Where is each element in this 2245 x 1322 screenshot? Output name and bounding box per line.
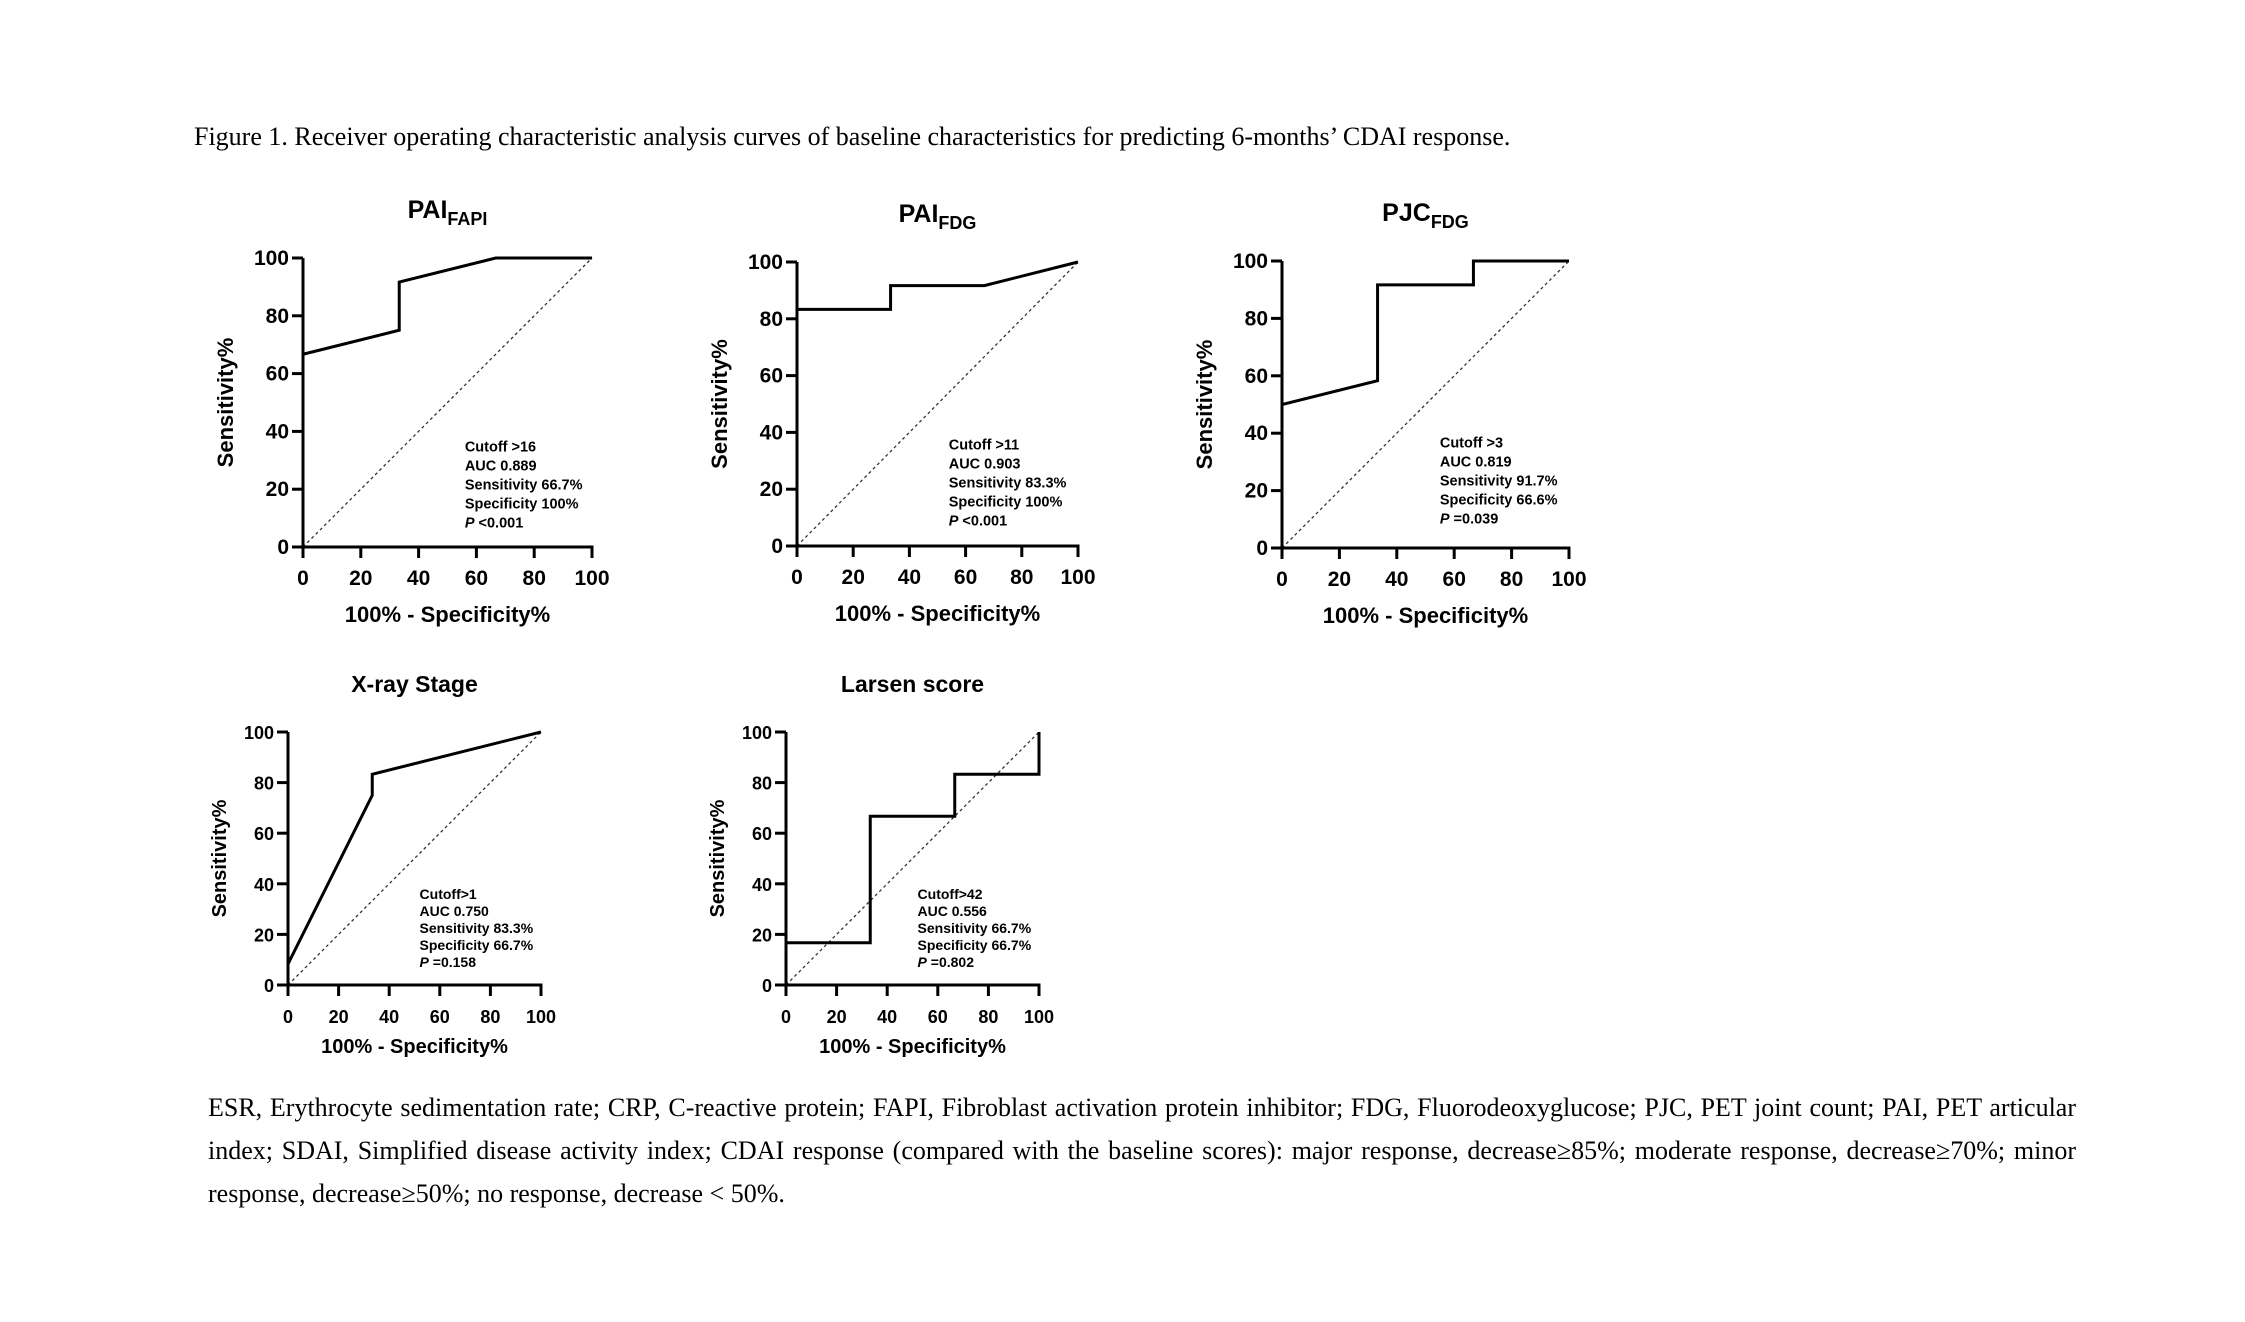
y-tick-label: 100 (253, 247, 289, 270)
x-tick-label: 60 (1442, 568, 1466, 591)
y-tick-label: 40 (751, 874, 772, 895)
chart-title-main: X-ray Stage (351, 671, 478, 697)
y-tick-label: 60 (253, 824, 274, 845)
x-tick-label: 100 (1023, 1007, 1055, 1027)
roc-chart-2 (707, 200, 1096, 626)
roc-chart-3 (1192, 199, 1587, 628)
stats-annotation-line: Specificity 100% (948, 494, 1063, 511)
p-value-annotation (918, 954, 975, 970)
y-tick-label: 0 (761, 976, 772, 996)
p-value-label: P (1439, 511, 1450, 528)
p-value-label: P (917, 953, 927, 970)
stats-annotation-line: AUC 0.903 (948, 456, 1021, 473)
y-tick-label: 80 (265, 304, 289, 328)
roc-curve-line (303, 258, 592, 354)
x-tick-label: 60 (429, 1007, 450, 1027)
roc-chart-4 (209, 671, 556, 1058)
stats-annotation-line: Sensitivity 66.7% (917, 919, 1032, 936)
y-tick-label: 20 (1244, 479, 1268, 503)
y-tick-label: 80 (253, 773, 274, 794)
y-tick-label: 80 (759, 307, 783, 331)
x-tick-label: 0 (1276, 568, 1288, 591)
chart-title-subscript: FDG (938, 213, 977, 233)
p-value: <0.001 (474, 515, 524, 532)
y-tick-label: 20 (253, 925, 274, 946)
y-tick-label: 40 (759, 421, 783, 445)
y-tick-label: 100 (243, 723, 274, 743)
p-value-label: P (464, 515, 475, 532)
x-axis-label: 100% - Specificity% (344, 602, 551, 627)
x-tick-label: 60 (953, 566, 978, 589)
x-tick-label: 0 (297, 567, 309, 590)
chart-title (351, 671, 478, 697)
stats-annotation-line: Sensitivity 83.3% (948, 475, 1067, 492)
stats-annotation-line: AUC 0.556 (917, 902, 987, 919)
stats-annotation-line: Specificity 66.7% (917, 936, 1032, 953)
x-tick-label: 40 (1385, 568, 1409, 591)
x-tick-label: 20 (826, 1007, 847, 1027)
y-tick-label: 60 (751, 824, 772, 845)
y-tick-label: 40 (265, 420, 289, 444)
x-tick-label: 80 (480, 1007, 501, 1027)
stats-annotation-line: Cutoff >11 (948, 437, 1020, 454)
y-tick-label: 0 (277, 536, 289, 559)
y-tick-label: 80 (751, 773, 772, 794)
x-tick-label: 40 (897, 566, 922, 589)
roc-chart-5 (707, 671, 1054, 1058)
x-tick-label: 0 (282, 1007, 294, 1027)
x-tick-label: 80 (1499, 568, 1524, 591)
y-tick-label: 80 (1244, 307, 1268, 331)
y-tick-label: 60 (759, 364, 783, 388)
x-tick-label: 60 (464, 567, 489, 590)
y-axis-label: Sensitivity% (1192, 339, 1217, 470)
y-tick-label: 0 (1256, 537, 1268, 560)
x-tick-label: 100 (1060, 566, 1096, 589)
x-axis-label: 100% - Specificity% (321, 1036, 508, 1058)
p-value-label: P (948, 513, 959, 530)
p-value: =0.039 (1449, 511, 1499, 528)
stats-annotation-line: Specificity 100% (464, 496, 579, 513)
stats-annotation-line: Cutoff >3 (1439, 435, 1504, 452)
y-tick-label: 60 (265, 362, 289, 386)
chart-title-main: Larsen score (840, 671, 985, 697)
x-tick-label: 100 (525, 1007, 557, 1027)
p-value: =0.802 (926, 953, 975, 970)
stats-annotation-line: Specificity 66.7% (419, 936, 534, 953)
y-tick-label: 40 (253, 874, 274, 895)
chart-title-main: PJC (1382, 199, 1431, 227)
chart-title (408, 196, 488, 229)
x-tick-label: 0 (791, 566, 803, 589)
p-value: <0.001 (958, 513, 1008, 530)
chart-title-main: PAI (898, 200, 939, 228)
stats-annotation-line: Cutoff>42 (917, 885, 983, 902)
p-value-annotation (465, 516, 523, 532)
stats-annotation-line: Sensitivity 66.7% (464, 477, 583, 494)
x-tick-label: 80 (522, 567, 546, 590)
x-axis-label: 100% - Specificity% (819, 1036, 1006, 1058)
stats-annotation-line: AUC 0.889 (464, 458, 537, 475)
y-tick-label: 60 (1244, 364, 1268, 388)
y-tick-label: 40 (1244, 422, 1268, 446)
stats-annotation-line: Cutoff>1 (419, 885, 477, 902)
y-axis-label: Sensitivity% (707, 799, 729, 918)
chart-title-main: PAI (407, 196, 448, 224)
x-tick-label: 40 (379, 1007, 400, 1027)
x-tick-label: 20 (841, 566, 865, 589)
chart-title-subscript: FAPI (447, 209, 488, 229)
y-tick-label: 100 (1232, 250, 1268, 273)
figure-caption: Figure 1. Receiver operating characteristic analysis curves of baseline characteristics for predicting 6-months’ CDAI response. (194, 122, 1511, 151)
p-value-annotation (1440, 512, 1498, 528)
x-tick-label: 100 (1551, 568, 1587, 591)
stats-annotation-line: Sensitivity 91.7% (1439, 473, 1558, 490)
p-value-annotation (949, 513, 1007, 529)
stats-annotation-line: Specificity 66.6% (1439, 492, 1558, 509)
x-axis-label: 100% - Specificity% (1322, 603, 1529, 628)
x-tick-label: 0 (780, 1007, 792, 1027)
chart-title (1382, 199, 1469, 232)
stats-annotation-line: Cutoff >16 (464, 439, 537, 456)
p-value-label: P (419, 953, 429, 970)
y-tick-label: 0 (771, 535, 783, 558)
x-tick-label: 40 (877, 1007, 898, 1027)
y-tick-label: 100 (741, 723, 772, 743)
x-tick-label: 20 (349, 567, 373, 590)
stats-annotation-line: AUC 0.750 (419, 902, 489, 919)
x-tick-label: 20 (328, 1007, 349, 1027)
stats-annotation-line: Sensitivity 83.3% (419, 919, 534, 936)
p-value-annotation (420, 954, 477, 970)
chart-title (899, 200, 977, 233)
stats-annotation-line: AUC 0.819 (1439, 454, 1512, 471)
p-value: =0.158 (428, 953, 477, 970)
x-tick-label: 60 (927, 1007, 948, 1027)
y-tick-label: 20 (265, 478, 289, 502)
y-axis-label: Sensitivity% (707, 339, 732, 469)
x-axis-label: 100% - Specificity% (834, 601, 1041, 626)
x-tick-label: 40 (406, 567, 431, 590)
x-tick-label: 80 (978, 1007, 999, 1027)
y-axis-label: Sensitivity% (213, 337, 238, 468)
y-tick-label: 0 (263, 976, 274, 996)
y-tick-label: 20 (751, 925, 772, 946)
figure-footnote: ESR, Erythrocyte sedimentation rate; CRP, C-reactive protein; FAPI, Fibroblast activation protein inhibitor; FDG, Fluorodeoxyglucose; PJC, PET joint count; PAI, PET articular index; SDAI, Simplified disease activity index; CDAI response (compared with the baseline scores): major response, decrease≥85%; moderate response, decrease≥70%; minor response, decrease≥50%; no response, decrease < 50%. (208, 1093, 2076, 1208)
chart-title-subscript: FDG (1430, 212, 1469, 232)
x-tick-label: 80 (1010, 566, 1034, 589)
roc-chart-1 (213, 196, 610, 627)
x-tick-label: 100 (574, 567, 610, 590)
y-tick-label: 20 (759, 478, 783, 502)
y-tick-label: 100 (747, 251, 783, 274)
x-tick-label: 20 (1327, 568, 1352, 591)
chart-title (841, 671, 984, 697)
y-axis-label: Sensitivity% (209, 799, 231, 918)
